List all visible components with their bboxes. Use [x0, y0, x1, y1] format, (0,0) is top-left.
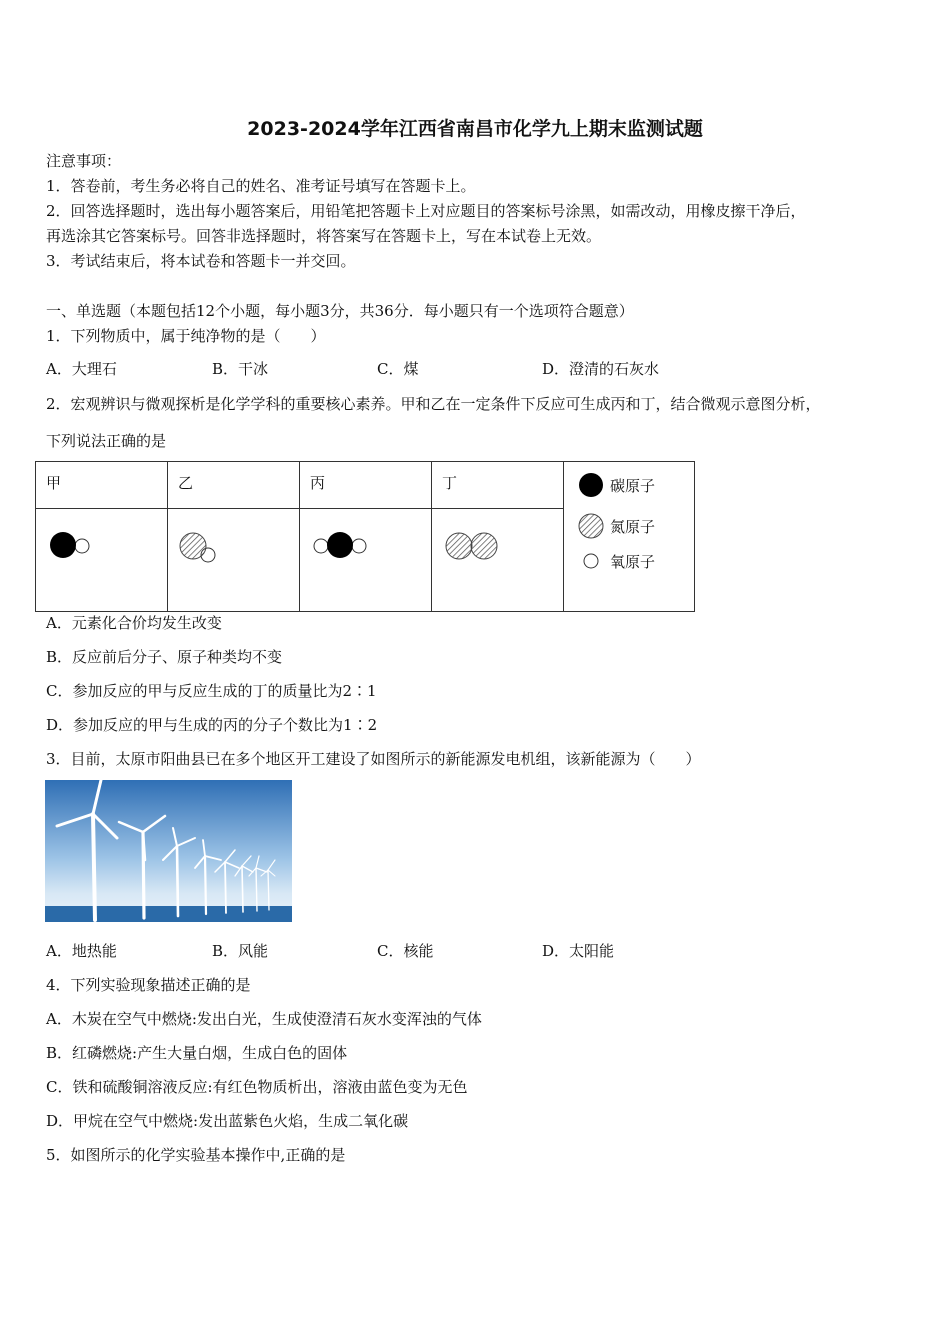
co2-molecule-icon — [300, 509, 431, 607]
molecule-ding — [432, 509, 564, 612]
q2-stem-cont: 下列说法正确的是 — [46, 432, 167, 450]
nitrogen-atom-icon — [578, 513, 604, 539]
q4-stem: 4．下列实验现象描述正确的是 — [46, 976, 251, 994]
wind-turbine-image — [45, 780, 292, 922]
header-bing: 丙 — [300, 462, 432, 509]
n2-molecule-icon — [432, 509, 563, 607]
header-ding: 丁 — [432, 462, 564, 509]
q4-option-b: B．红磷燃烧:产生大量白烟，生成白色的固体 — [46, 1044, 348, 1062]
molecule-jia — [36, 509, 168, 612]
q4-option-d: D．甲烷在空气中燃烧:发出蓝紫色火焰，生成二氧化碳 — [46, 1112, 409, 1130]
legend-carbon: 碳原子 — [610, 476, 656, 495]
legend-oxygen: 氧原子 — [610, 552, 656, 571]
q2-option-b: B．反应前后分子、原子种类均不变 — [46, 648, 283, 666]
header-jia: 甲 — [36, 462, 168, 509]
q2-option-c: C．参加反应的甲与反应生成的丁的质量比为2∶1 — [46, 682, 377, 700]
q5-stem: 5．如图所示的化学实验基本操作中,正确的是 — [46, 1146, 346, 1164]
page-title: 2023-2024学年江西省南昌市化学九上期末监测试题 — [247, 118, 703, 140]
q1-option-c: C．煤 — [377, 360, 419, 378]
atom-legend — [564, 462, 695, 612]
notice-item: 3．考试结束后，将本试卷和答题卡一并交回。 — [46, 252, 356, 270]
q4-option-a: A．木炭在空气中燃烧:发出白光，生成使澄清石灰水变浑浊的气体 — [46, 1010, 482, 1028]
legend-nitrogen: 氮原子 — [610, 517, 656, 536]
molecule-yi — [168, 509, 300, 612]
notice-item: 再选涂其它答案标号。回答非选择题时，将答案写在答题卡上，写在本试卷上无效。 — [46, 227, 602, 245]
q1-option-d: D．澄清的石灰水 — [542, 360, 660, 378]
q3-option-c: C．核能 — [377, 942, 434, 960]
notice-heading: 注意事项： — [46, 152, 122, 170]
q3-option-b: B．风能 — [212, 942, 269, 960]
section-heading: 一、单选题（本题包括12个小题，每小题3分，共36分．每小题只有一个选项符合题意） — [46, 302, 634, 320]
no-molecule-icon — [168, 509, 299, 607]
molecule-table — [35, 461, 695, 612]
molecule-bing — [300, 509, 432, 612]
co-molecule-icon — [36, 509, 167, 607]
q4-option-c: C．铁和硫酸铜溶液反应:有红色物质析出，溶液由蓝色变为无色 — [46, 1078, 468, 1096]
q2-option-a: A．元素化合价均发生改变 — [46, 614, 222, 632]
oxygen-atom-icon — [578, 548, 604, 574]
q2-option-d: D．参加反应的甲与生成的丙的分子个数比为1∶2 — [46, 716, 378, 734]
notice-item: 2．回答选择题时，选出每小题答案后，用铅笔把答题卡上对应题目的答案标号涂黑，如需改动，用橡皮擦干净后， — [46, 202, 806, 220]
q2-stem: 2．宏观辨识与微观探析是化学学科的重要核心素养。甲和乙在一定条件下反应可生成丙和丁，结合微观示意图分析， — [46, 395, 821, 413]
header-yi: 乙 — [168, 462, 300, 509]
q1-stem: 1．下列物质中，属于纯净物的是（ ） — [46, 327, 326, 345]
q3-stem: 3．目前，太原市阳曲县已在多个地区开工建设了如图所示的新能源发电机组，该新能源为（ ） — [46, 750, 701, 768]
carbon-atom-icon — [578, 472, 604, 498]
q3-option-a: A．地热能 — [46, 942, 117, 960]
q3-option-d: D．太阳能 — [542, 942, 615, 960]
q1-option-a: A．大理石 — [46, 360, 117, 378]
q1-option-b: B．干冰 — [212, 360, 269, 378]
notice-item: 1．答卷前，考生务必将自己的姓名、准考证号填写在答题卡上。 — [46, 177, 476, 195]
